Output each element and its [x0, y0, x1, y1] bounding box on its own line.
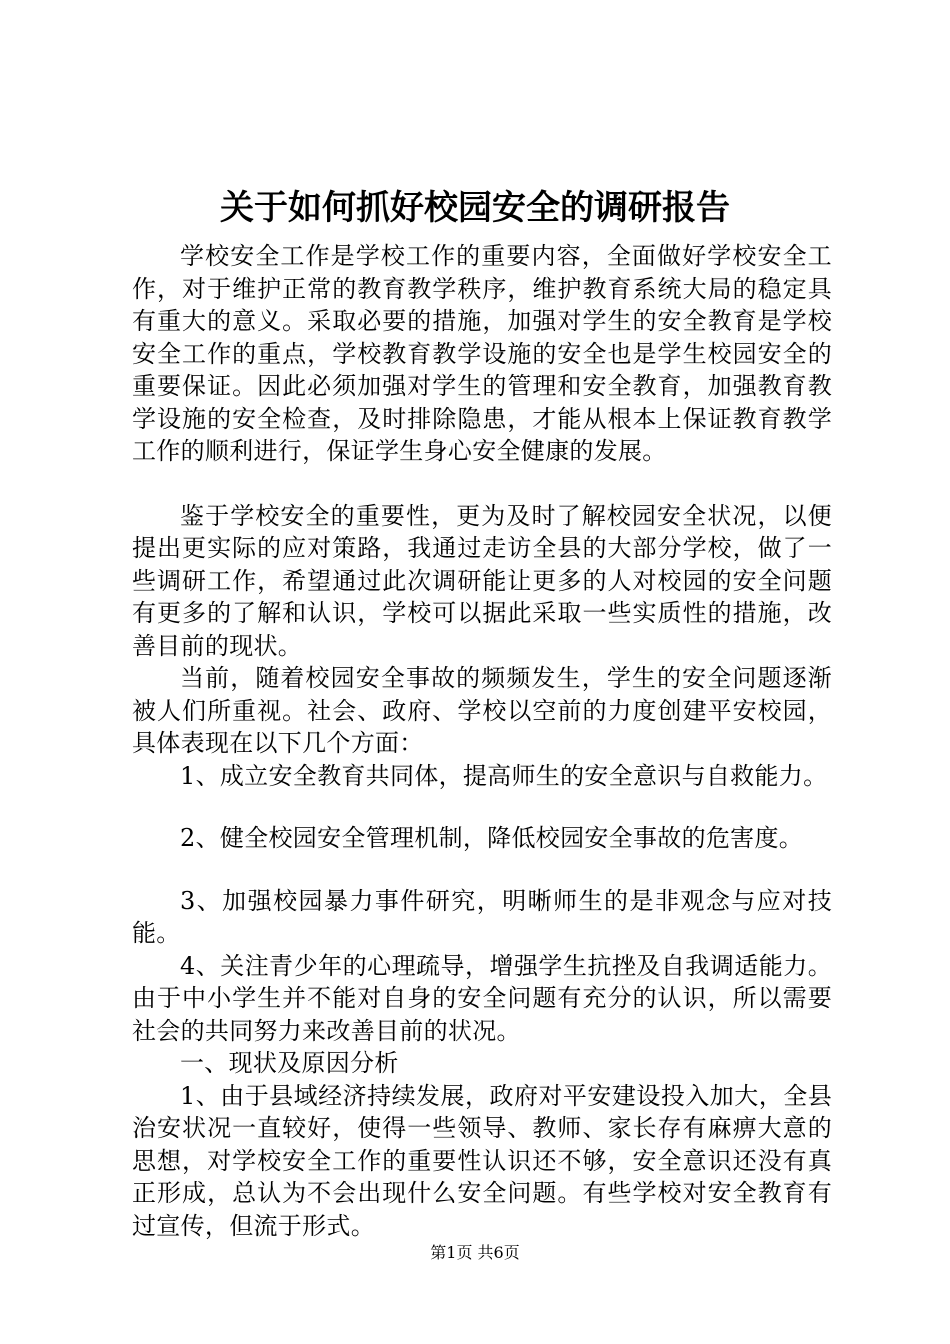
paragraph-analysis-1: 1、由于县域经济持续发展，政府对平安建设投入加大，全县治安状况一直较好，使得一些领导、教师、家长存有麻痹大意的思想，对学校安全工作的重要性认识还不够，安全意识还没有真正形成，总认为不会出现什么安全问题。有些学校对安全教育有过宣传，但流于形式。: [132, 1081, 832, 1240]
document-body: [132, 240, 832, 1242]
document-title: 关于如何抓好校园安全的调研报告: [220, 188, 730, 228]
list-item-2: 2、健全校园安全管理机制，降低校园安全事故的危害度。: [180, 824, 804, 852]
list-item-1: 1、成立安全教育共同体，提高师生的安全意识与自救能力。: [180, 761, 828, 790]
paragraph-current-situation: 当前，随着校园安全事故的频频发生，学生的安全问题逐渐被人们所重视。社会、政府、学校以空前的力度创建平安校园，具体表现在以下几个方面：: [132, 664, 832, 757]
page-footer: 第1页 共6页: [430, 1243, 520, 1262]
list-item-3: 3、加强校园暴力事件研究，明晰师生的是非观念与应对技能。: [132, 886, 832, 947]
paragraph-intro: 学校安全工作是学校工作的重要内容，全面做好学校安全工作，对于维护正常的教育教学秩序，维护教育系统大局的稳定具有重大的意义。采取必要的措施，加强对学生的安全教育是学校安全工作的重点，学校教育教学设施的安全也是学生校园安全的重要保证。因此必须加强对学生的管理和安全教育，加强教育教学设施的安全检查，及时排除隐患，才能从根本上保证教育教学工作的顺利进行，保证学生身心安全健康的发展。: [132, 242, 832, 465]
paragraph-purpose: 鉴于学校安全的重要性，更为及时了解校园安全状况，以便提出更实际的应对策路，我通过走访全县的大部分学校，做了一些调研工作，希望通过此次调研能让更多的人对校园的安全问题有更多的了解和认识，学校可以据此采取一些实质性的措施，改善目前的现状。: [132, 501, 832, 660]
section-heading: 一、现状及原因分析: [180, 1049, 399, 1077]
list-item-4: 4、关注青少年的心理疏导，增强学生抗挫及自我调适能力。由于中小学生并不能对自身的安全问题有充分的认识，所以需要社会的共同努力来改善目前的状况。: [132, 951, 832, 1045]
